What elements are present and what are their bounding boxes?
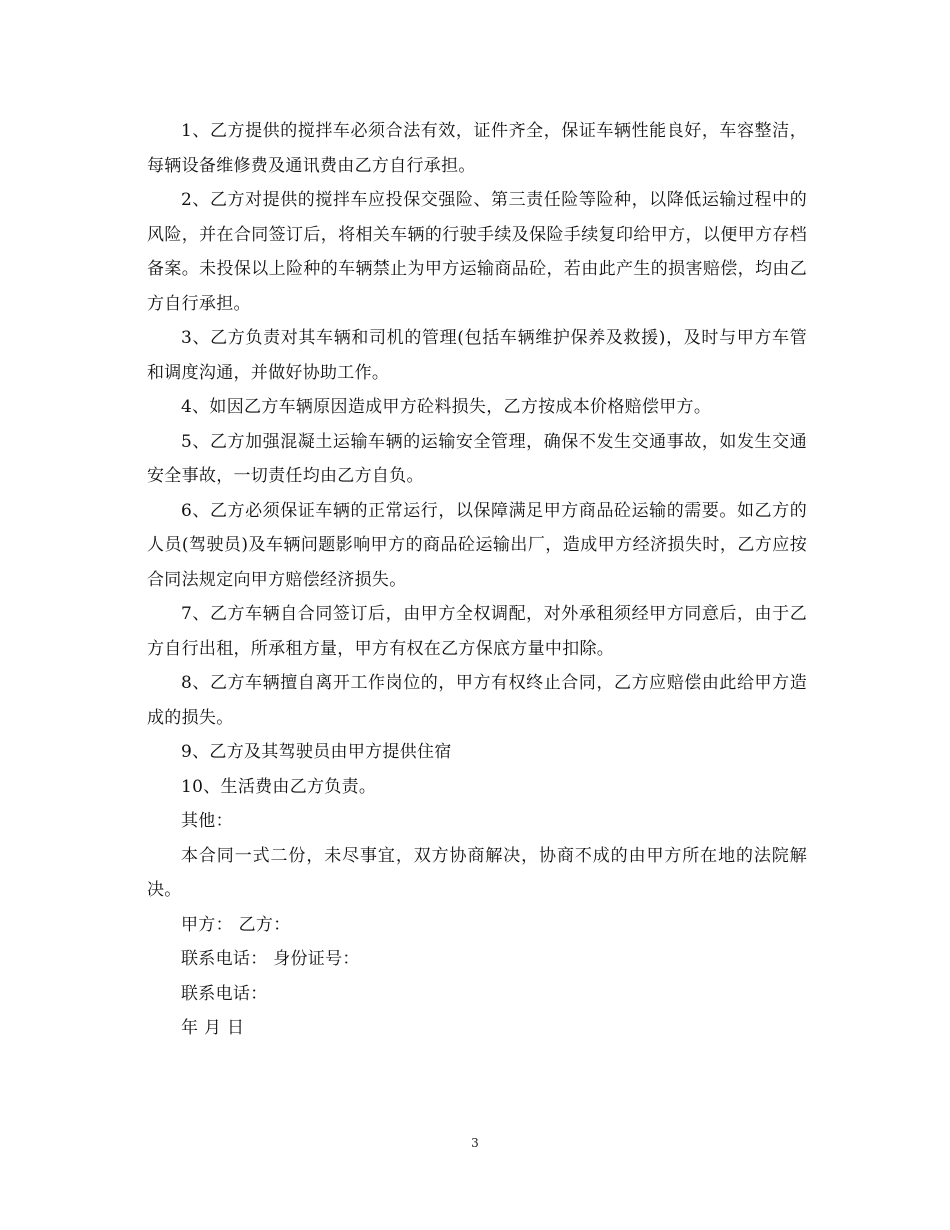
document-body bbox=[147, 114, 807, 1046]
clause-1: 1、乙方提供的搅拌车必须合法有效，证件齐全，保证车辆性能良好，车容整洁，每辆设备维修费及通讯费由乙方自行承担。 bbox=[147, 121, 807, 176]
clause-10: 10、生活费由乙方负责。 bbox=[181, 776, 377, 797]
clause-3: 3、乙方负责对其车辆和司机的管理(包括车辆维护保养及救援)，及时与甲方车管和调度沟通，并做好协助工作。 bbox=[147, 328, 807, 383]
other-heading: 其他： bbox=[181, 811, 233, 831]
contact-line: 联系电话： bbox=[181, 983, 268, 1004]
clause-4: 4、如因乙方车辆原因造成甲方砼料损失，乙方按成本价格赔偿甲方。 bbox=[181, 397, 712, 417]
party-signature-line: 甲方： 乙方： bbox=[181, 914, 291, 935]
clause-5: 5、乙方加强混凝土运输车辆的运输安全管理，确保不发生交通事故，如发生交通安全事故，一切责任均由乙方自负。 bbox=[147, 431, 807, 486]
clause-9: 9、乙方及其驾驶员由甲方提供住宿 bbox=[181, 742, 452, 762]
clause-6: 6、乙方必须保证车辆的正常运行，以保障满足甲方商品砼运输的需要。如乙方的人员(驾驶员)及车辆问题影响甲方的商品砼运输出厂，造成甲方经济损失时，乙方应按合同法规定向甲方赔偿经济损失。 bbox=[147, 500, 807, 590]
page-number: 3 bbox=[471, 1136, 479, 1150]
clause-8: 8、乙方车辆擅自离开工作岗位的，甲方有权终止合同，乙方应赔偿由此给甲方造成的损失。 bbox=[147, 673, 807, 728]
contact-id-line: 联系电话： 身份证号： bbox=[181, 949, 360, 969]
clause-2: 2、乙方对提供的搅拌车应投保交强险、第三责任险等险种，以降低运输过程中的风险，并在合同签订后，将相关车辆的行驶手续及保险手续复印给甲方，以便甲方存档备案。未投保以上险种的车辆禁止为甲方运输商品砼，若由此产生的损害赔偿，均由乙方自行承担。 bbox=[147, 190, 807, 314]
date-line: 年 月 日 bbox=[181, 1018, 245, 1038]
clause-7: 7、乙方车辆自合同签订后，由甲方全权调配，对外承租须经甲方同意后，由于乙方自行出租，所承租方量，甲方有权在乙方保底方量中扣除。 bbox=[147, 604, 807, 659]
copies-clause: 本合同一式二份，未尽事宜，双方协商解决，协商不成的由甲方所在地的法院解决。 bbox=[147, 845, 807, 900]
